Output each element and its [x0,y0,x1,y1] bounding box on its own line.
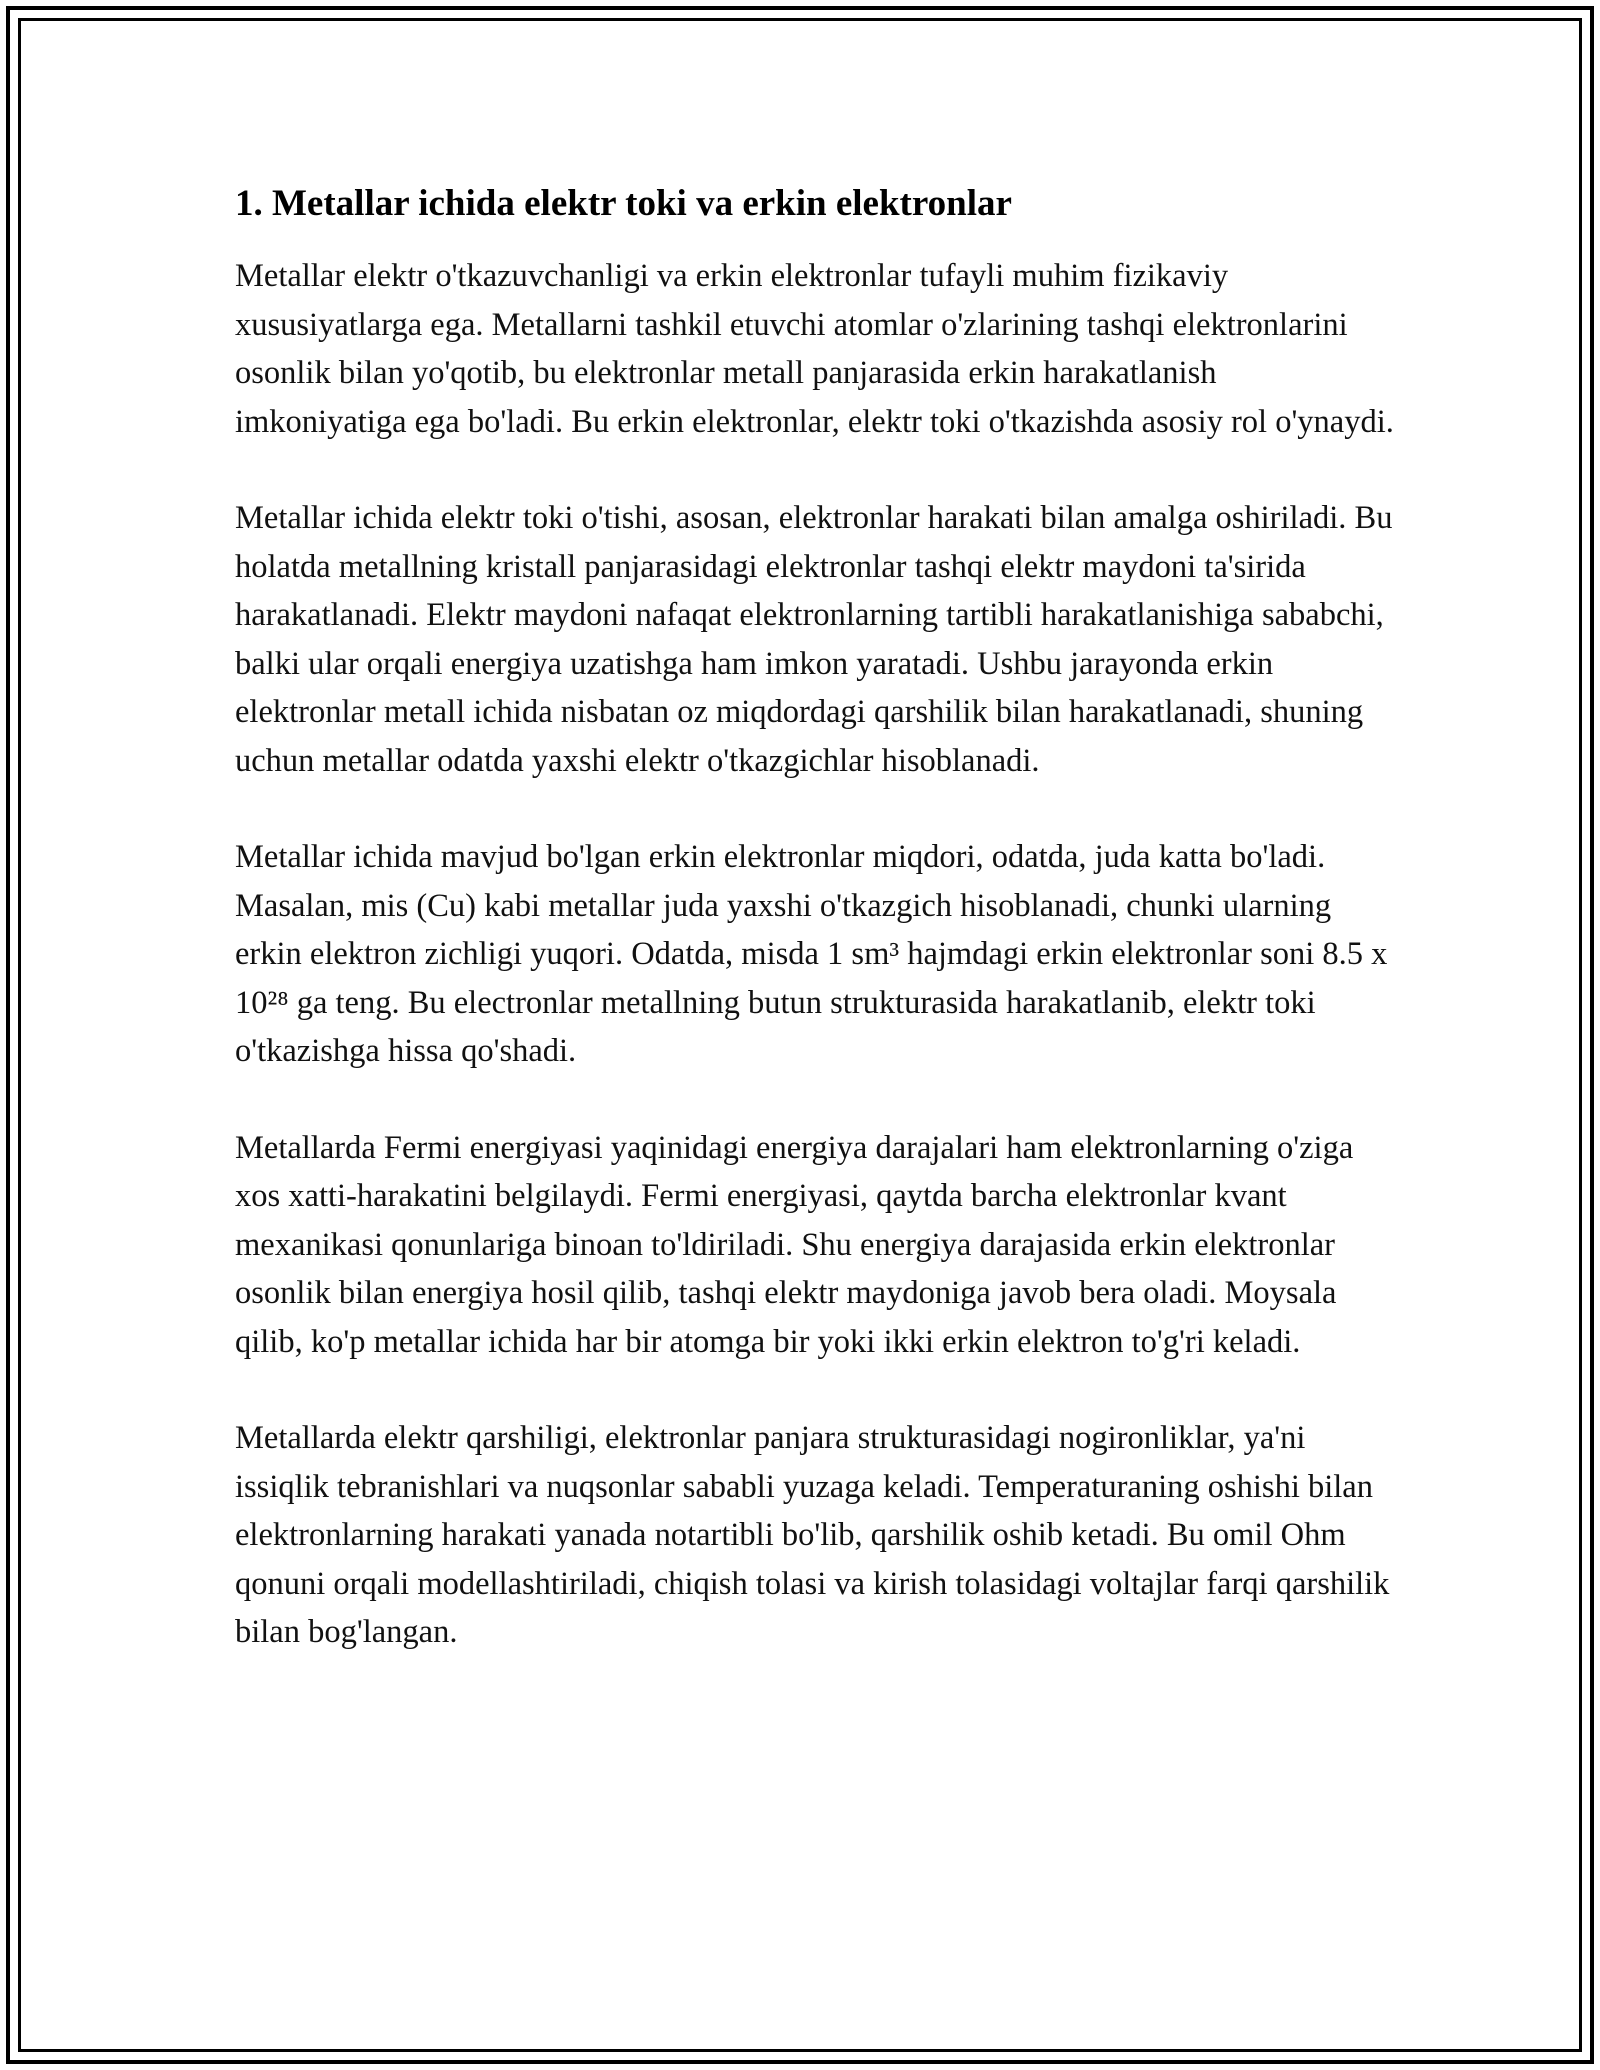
paragraph-4: Metallarda Fermi energiyasi yaqinidagi energiya darajalari ham elektronlarning o'ziga xos xatti-harakatini belgilaydi. Fermi energiyasi, qaytda barcha elektronlar kvant mexanikasi qonunlariga binoan to'ldiriladi. Shu energiya darajasida erkin elektronlar osonlik bilan energiya hosil qilib, tashqi elektr maydoniga javob bera oladi. Moysala qilib, ko'p metallar ichida har bir atomga bir yoki ikki erkin elektron to'g'ri keladi. [235,1129,1354,1360]
document-body [235,182,1395,1705]
paragraph-2: Metallar ichida elektr toki o'tishi, asosan, elektronlar harakati bilan amalga oshiriladi. Bu holatda metallning kristall panjarasidagi elektronlar tashqi elektr maydoni ta'sirida harakatlanadi. Elektr maydoni nafaqat elektronlarning tartibli harakatlanishiga sababchi, balki ular orqali energiya uzatishga ham imkon yaratadi. Ushbu jarayonda erkin elektronlar metall ichida nisbatan oz miqdordagi qarshilik bilan harakatlanadi, shuning uchun metallar odatda yaxshi elektr o'tkazgichlar hisoblanadi. [235,500,1393,779]
paragraph-3: Metallar ichida mavjud bo'lgan erkin elektronlar miqdori, odatda, juda katta bo'ladi. Masalan, mis (Cu) kabi metallar juda yaxshi o'tkazgich hisoblanadi, chunki ularning erkin elektron zichligi yuqori. Odatda, misda 1 sm³ hajmdagi erkin elektronlar soni 8.5 x 10²⁸ ga teng. Bu electronlar metallning butun strukturasida harakatlanib, elektr toki o'tkazishga hissa qo'shadi. [235,839,1388,1070]
paragraph-1: Metallar elektr o'tkazuvchanligi va erkin elektronlar tufayli muhim fizikaviy xususiyatlarga ega. Metallarni tashkil etuvchi atomlar o'zlarining tashqi elektronlarini osonlik bilan yo'qotib, bu elektronlar metall panjarasida erkin harakatlanish imkoniyatiga ega bo'ladi. Bu erkin elektronlar, elektr toki o'tkazishda asosiy rol o'ynaydi. [235,258,1394,440]
paragraph-5: Metallarda elektr qarshiligi, elektronlar panjara strukturasidagi nogironliklar, ya'ni issiqlik tebranishlari va nuqsonlar sababli yuzaga keladi. Temperaturaning oshishi bilan elektronlarning harakati yanada notartibli bo'lib, qarshilik oshib ketadi. Bu omil Ohm qonuni orqali modellashtiriladi, chiqish tolasi va kirish tolasidagi voltajlar farqi qarshilik bilan bog'langan. [235,1420,1390,1651]
section-heading: 1. Metallar ichida elektr toki va erkin elektronlar [235,183,1012,224]
